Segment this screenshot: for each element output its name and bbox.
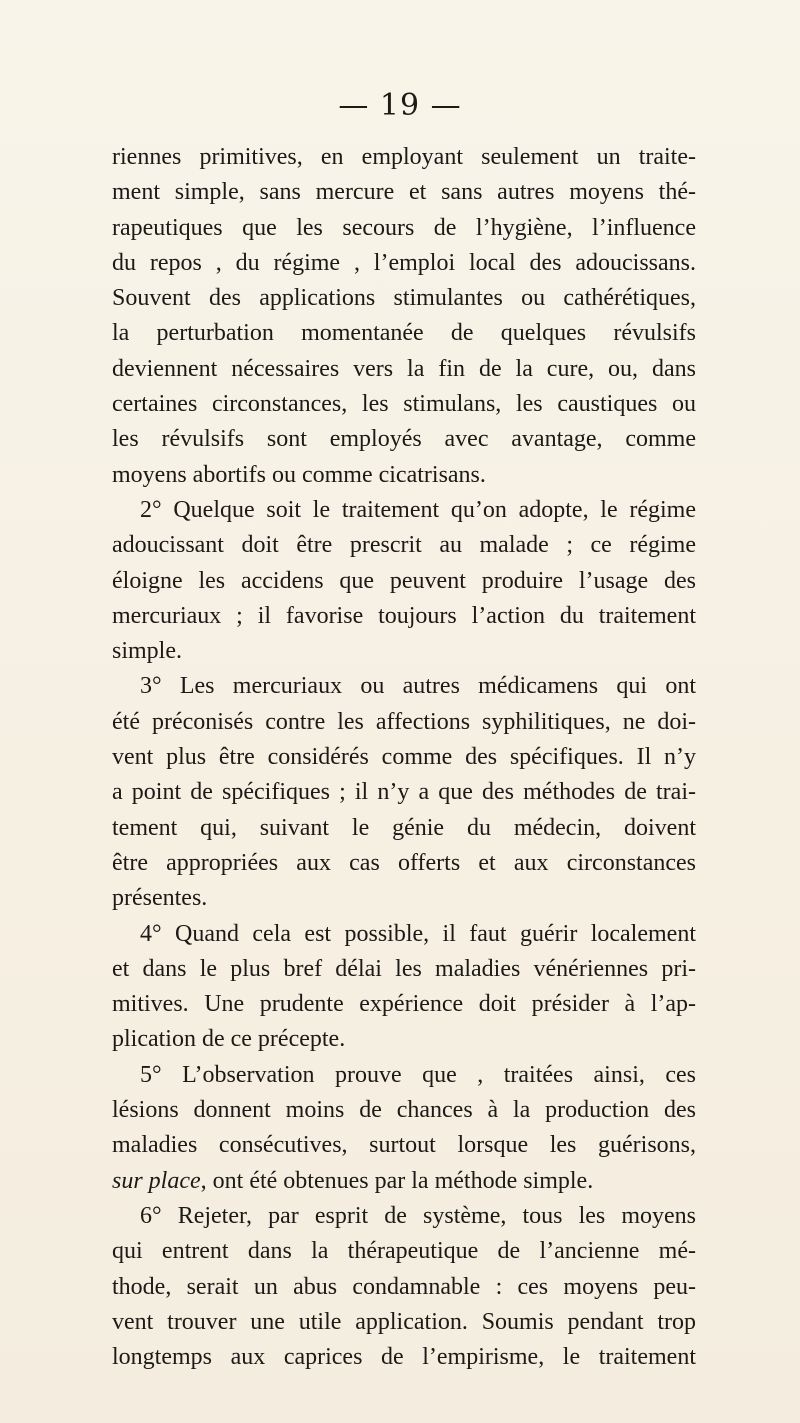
text-line: 5° L’observation prouve que , traitées ainsi, ces [140,1061,696,1088]
text-line: ment simple, sans mercure et sans autres moyens thé- [112,179,696,206]
italic-phrase: sur place [112,1167,201,1194]
text-line: 6° Rejeter, par esprit de système, tous les moyens [140,1202,696,1229]
text-line-mixed [112,1164,696,1199]
body-text [112,140,696,1375]
page-number: — 19 — [338,88,462,123]
text-line: moyens abortifs ou comme cicatrisans. [112,461,486,488]
text-line: mercuriaux ; il favorise toujours l’action du traitement [112,602,696,629]
text-line: simple. [112,638,182,665]
text-line: certaines circonstances, les stimulans, les caustiques ou [112,391,696,418]
text-line: maladies consécutives, surtout lorsque les guérisons, [112,1132,696,1159]
text-line: et dans le plus bref délai les maladies vénériennes pri- [112,955,696,982]
text-line: 4° Quand cela est possible, il faut guérir localement [140,920,696,947]
text-line: mitives. Une prudente expérience doit présider à l’ap- [112,991,696,1018]
text-line: été préconisés contre les affections syphilitiques, ne doi- [112,708,696,735]
text-line: adoucissant doit être prescrit au malade ; ce régime [112,532,696,559]
text-line: longtemps aux caprices de l’empirisme, le traitement [112,1344,696,1371]
text-line: tement qui, suivant le génie du médecin, doivent [112,814,696,841]
text-line: qui entrent dans la thérapeutique de l’ancienne mé- [112,1238,696,1265]
text-line: éloigne les accidens que peuvent produire l’usage des [112,567,696,594]
text-line: Souvent des applications stimulantes ou cathérétiques, [112,285,696,312]
text-line: riennes primitives, en employant seulement un traite- [112,144,696,170]
text-line: a point de spécifiques ; il n’y a que des méthodes de trai- [112,779,696,806]
text-line: rapeutiques que les secours de l’hygiène, l’influence [112,214,696,241]
text-line: thode, serait un abus condamnable : ces moyens peu- [112,1273,696,1300]
text-line: présentes. [112,885,208,912]
text-line: deviennent nécessaires vers la fin de la cure, ou, dans [112,355,696,382]
text-line: les révulsifs sont employés avec avantage, comme [112,426,696,453]
text-line: lésions donnent moins de chances à la production des [112,1097,696,1124]
text-line: 3° Les mercuriaux ou autres médicamens qui ont [140,673,696,700]
text-line: du repos , du régime , l’emploi local des adoucissans. [112,249,696,276]
text-line: vent trouver une utile application. Soumis pendant trop [112,1308,696,1335]
text-line: la perturbation momentanée de quelques révulsifs [112,320,696,347]
text-fragment: , ont été obtenues par la méthode simple. [200,1167,594,1194]
text-line: 2° Quelque soit le traitement qu’on adopte, le régime [140,496,696,523]
text-line: vent plus être considérés comme des spécifiques. Il n’y [112,744,696,771]
text-line: être appropriées aux cas offerts et aux circonstances [112,849,696,876]
text-line: plication de ce précepte. [112,1026,346,1053]
